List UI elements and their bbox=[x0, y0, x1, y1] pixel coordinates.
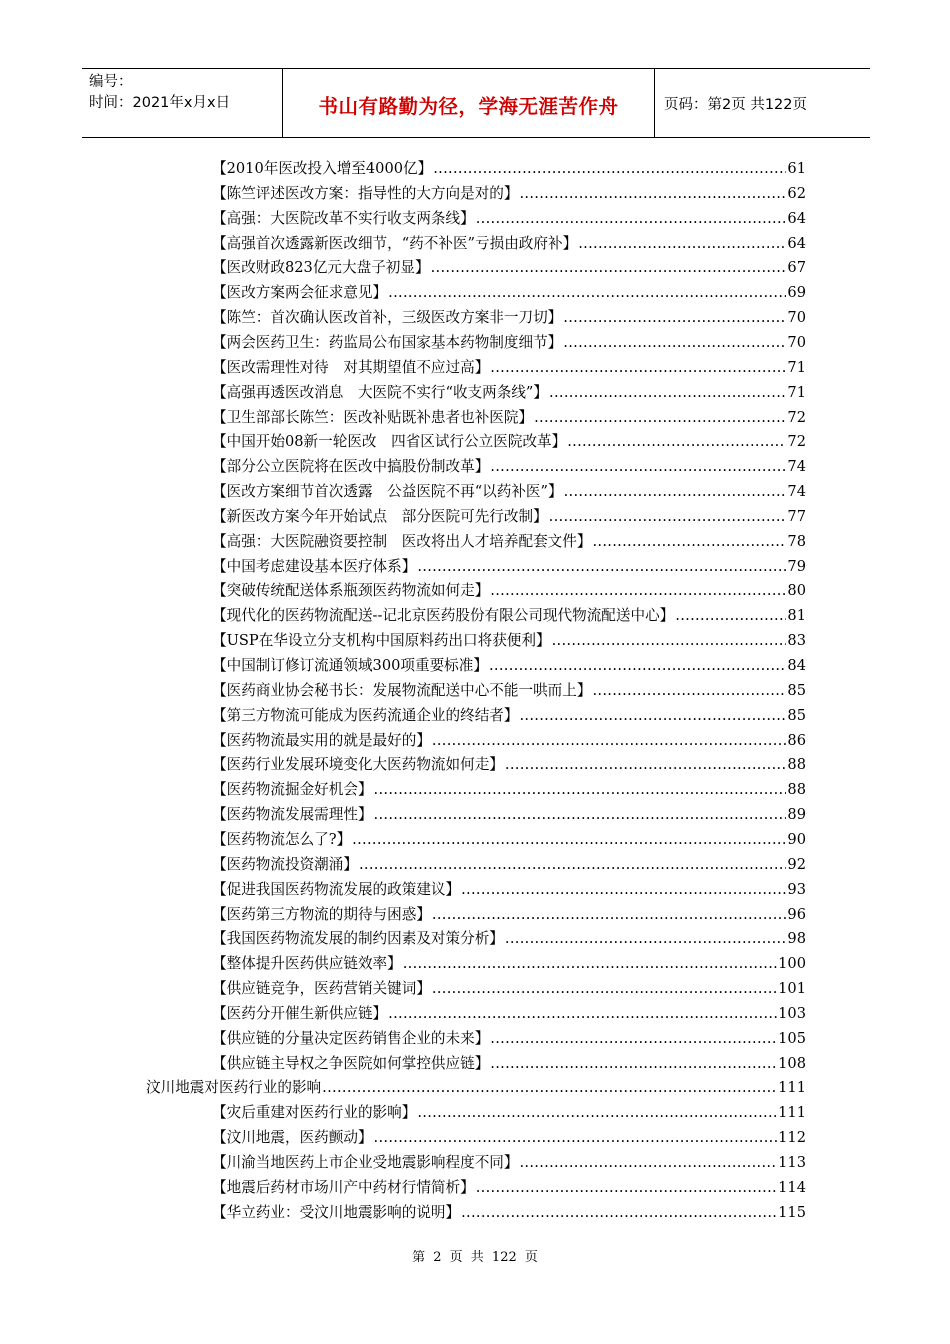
toc-leader-dots bbox=[374, 1129, 778, 1146]
toc-leader-dots bbox=[490, 1030, 777, 1047]
toc-entry-title: 【我国医药物流发展的制约因素及对策分析】 bbox=[212, 930, 504, 948]
toc-leader-dots bbox=[388, 1005, 777, 1022]
toc-entry[interactable] bbox=[212, 555, 806, 580]
toc-entry-page: 86 bbox=[787, 731, 806, 749]
toc-entry[interactable] bbox=[212, 629, 806, 654]
toc-entry-title: 【现代化的医药物流配送--记北京医药股份有限公司现代物流配送中心】 bbox=[212, 607, 675, 625]
toc-entry-title: 【2010年医改投入增至4000亿】 bbox=[212, 160, 433, 177]
toc-leader-dots bbox=[374, 781, 787, 798]
toc-leader-dots bbox=[476, 210, 787, 227]
toc-entry[interactable] bbox=[212, 455, 806, 480]
date-label: 时间：2021年x月x日 bbox=[89, 95, 231, 111]
toc-entry[interactable] bbox=[212, 1101, 806, 1126]
header-motto-cell bbox=[282, 69, 655, 137]
toc-leader-dots bbox=[352, 831, 786, 848]
toc-entry-title: 【整体提升医药供应链效率】 bbox=[212, 955, 402, 973]
toc-entry-title: 【USP在华设立分支机构中国原料药出口将获便利】 bbox=[212, 632, 551, 650]
toc-entry-page: 100 bbox=[778, 955, 806, 973]
toc-entry[interactable] bbox=[212, 853, 806, 878]
toc-leader-dots bbox=[567, 433, 786, 450]
toc-entry-title: 【两会医药卫生：药监局公布国家基本药物制度细节】 bbox=[212, 333, 563, 351]
toc-leader-dots bbox=[374, 806, 787, 823]
toc-leader-dots bbox=[549, 384, 786, 401]
page-footer: 第 2 页 共 122 页 bbox=[412, 1250, 538, 1265]
toc-leader-dots bbox=[489, 657, 786, 674]
toc-entry-page: 80 bbox=[787, 582, 806, 600]
toc-entry-page: 98 bbox=[787, 930, 806, 948]
toc-entry-page: 111 bbox=[778, 1104, 806, 1122]
toc-entry[interactable] bbox=[212, 753, 806, 778]
toc-entry[interactable] bbox=[212, 530, 806, 555]
toc-entry-title: 【部分公立医院将在医改中搞股份制改革】 bbox=[212, 458, 490, 476]
toc-leader-dots bbox=[592, 682, 786, 699]
toc-leader-dots bbox=[461, 1204, 777, 1221]
toc-entry-title: 【陈竺评述医改方案：指导性的大方向是对的】 bbox=[212, 184, 519, 202]
toc-entry[interactable] bbox=[212, 878, 806, 903]
toc-entry-page: 72 bbox=[787, 433, 806, 451]
toc-entry[interactable] bbox=[212, 281, 806, 306]
toc-entry-title: 【中国制订修订流通领域300项重要标准】 bbox=[212, 657, 488, 674]
toc-entry[interactable] bbox=[212, 207, 806, 232]
toc-entry[interactable] bbox=[212, 1176, 806, 1201]
toc-entry-title: 【医药物流发展需理性】 bbox=[212, 806, 373, 824]
toc-entry[interactable] bbox=[212, 679, 806, 704]
toc-entry[interactable] bbox=[212, 406, 806, 431]
toc-entry-title: 汶川地震对医药行业的影响 bbox=[146, 1079, 322, 1097]
toc-entry-page: 67 bbox=[787, 259, 806, 277]
toc-entry[interactable] bbox=[212, 778, 806, 803]
toc-leader-dots bbox=[476, 1179, 777, 1196]
toc-entry-title: 【医改方案细节首次透露 公益医院不再“以药补医”】 bbox=[212, 483, 563, 501]
toc-entry[interactable] bbox=[212, 604, 806, 629]
page-info: 页码：第2页 共122页 bbox=[664, 96, 808, 113]
toc-entry-page: 96 bbox=[787, 905, 806, 923]
toc-leader-dots bbox=[432, 906, 787, 923]
toc-entry[interactable] bbox=[212, 232, 806, 257]
toc-leader-dots bbox=[432, 980, 777, 997]
toc-entry-title: 【医药物流掘金好机会】 bbox=[212, 781, 373, 799]
toc-entry-page: 85 bbox=[787, 706, 806, 724]
toc-leader-dots bbox=[388, 284, 786, 301]
toc-entry-title: 【医改方案两会征求意见】 bbox=[212, 284, 388, 302]
toc-entry[interactable] bbox=[212, 381, 806, 406]
toc-entry-page: 64 bbox=[787, 234, 806, 252]
toc-leader-dots bbox=[505, 930, 787, 947]
page-header bbox=[82, 68, 870, 138]
toc-entry-page: 74 bbox=[787, 483, 806, 501]
toc-entry-title: 【新医改方案今年开始试点 部分医院可先行改制】 bbox=[212, 507, 548, 525]
toc-entry-page: 111 bbox=[778, 1079, 806, 1097]
toc-leader-dots bbox=[534, 409, 786, 426]
toc-entry-title: 【中国开始08新一轮医改 四省区试行公立医院改革】 bbox=[212, 433, 567, 451]
toc-entry-page: 69 bbox=[787, 284, 806, 302]
toc-entry[interactable] bbox=[212, 331, 806, 356]
toc-entry-page: 90 bbox=[787, 830, 806, 848]
toc-entry[interactable] bbox=[212, 157, 806, 182]
toc-leader-dots bbox=[490, 359, 786, 376]
toc-entry-page: 103 bbox=[778, 1004, 806, 1022]
toc-entry-page: 78 bbox=[787, 532, 806, 550]
toc-entry[interactable] bbox=[212, 1201, 806, 1226]
toc-entry[interactable] bbox=[212, 704, 806, 729]
toc-entry[interactable] bbox=[212, 977, 806, 1002]
toc-entry[interactable] bbox=[212, 430, 806, 455]
toc-entry-title: 【医药物流投资潮涌】 bbox=[212, 855, 358, 873]
toc-entry-page: 113 bbox=[778, 1154, 806, 1171]
toc-entry[interactable] bbox=[212, 927, 806, 952]
toc-entry[interactable] bbox=[146, 1076, 806, 1101]
toc-entry-title: 【医药第三方物流的期待与困惑】 bbox=[212, 905, 431, 923]
toc-entry-page: 79 bbox=[787, 557, 806, 575]
toc-entry-title: 【第三方物流可能成为医药流通企业的终结者】 bbox=[212, 706, 519, 724]
toc-entry[interactable] bbox=[212, 1126, 806, 1151]
toc-leader-dots bbox=[564, 483, 787, 500]
toc-entry[interactable] bbox=[212, 1027, 806, 1052]
toc-entry-page: 92 bbox=[787, 855, 806, 873]
toc-leader-dots bbox=[490, 1055, 777, 1072]
toc-entry-title: 【陈竺：首次确认医改首补，三级医改方案非一刀切】 bbox=[212, 309, 563, 327]
toc-entry-page: 72 bbox=[787, 408, 806, 426]
toc-entry-page: 114 bbox=[778, 1178, 806, 1196]
toc-entry-title: 【供应链的分量决定医药销售企业的未来】 bbox=[212, 1029, 490, 1047]
toc-entry[interactable] bbox=[212, 1052, 806, 1077]
toc-entry-title: 【汶川地震，医药颤动】 bbox=[212, 1129, 373, 1147]
toc-entry-page: 105 bbox=[778, 1029, 806, 1047]
toc-entry-page: 81 bbox=[787, 607, 806, 625]
toc-entry-page: 61 bbox=[787, 160, 806, 177]
toc-entry-page: 112 bbox=[778, 1129, 806, 1147]
motto: 书山有路勤为径，学海无涯苦作舟 bbox=[318, 95, 619, 118]
toc-entry-page: 89 bbox=[787, 806, 806, 824]
toc-entry[interactable] bbox=[212, 903, 806, 928]
toc-leader-dots bbox=[552, 632, 787, 649]
toc-entry-page: 115 bbox=[778, 1203, 806, 1221]
toc-leader-dots bbox=[461, 881, 786, 898]
toc-entry-title: 【川渝当地医药上市企业受地震影响程度不同】 bbox=[212, 1154, 519, 1171]
toc-leader-dots bbox=[505, 756, 787, 773]
toc-entry-page: 70 bbox=[787, 333, 806, 351]
toc-entry[interactable] bbox=[212, 654, 806, 679]
header-meta bbox=[82, 69, 282, 137]
toc-entry-page: 101 bbox=[778, 980, 806, 998]
toc-entry-title: 【医药物流怎么了?】 bbox=[212, 830, 352, 848]
toc-entry-page: 71 bbox=[787, 358, 806, 376]
toc-entry-page: 85 bbox=[787, 681, 806, 699]
toc-leader-dots bbox=[549, 508, 787, 525]
toc-entry-title: 【促进我国医药物流发展的政策建议】 bbox=[212, 880, 461, 898]
toc-leader-dots bbox=[519, 185, 786, 202]
toc-entry[interactable] bbox=[212, 182, 806, 207]
toc-leader-dots bbox=[519, 1154, 777, 1171]
toc-leader-dots bbox=[322, 1079, 777, 1096]
toc-entry-title: 【卫生部部长陈竺：医改补贴既补患者也补医院】 bbox=[212, 408, 534, 426]
toc-entry-title: 【供应链竞争，医药营销关键词】 bbox=[212, 980, 431, 998]
toc-entry-title: 【高强：大医院改革不实行收支两条线】 bbox=[212, 209, 475, 227]
toc-leader-dots bbox=[675, 607, 786, 624]
toc-entry-page: 83 bbox=[787, 632, 806, 650]
toc-entry-page: 84 bbox=[787, 657, 806, 674]
toc-entry-title: 【突破传统配送体系瓶颈医药物流如何走】 bbox=[212, 582, 490, 600]
toc-entry[interactable] bbox=[212, 480, 806, 505]
toc-leader-dots bbox=[417, 558, 786, 575]
toc-entry-page: 71 bbox=[787, 383, 806, 401]
toc-entry-page: 70 bbox=[787, 309, 806, 327]
toc-entry[interactable] bbox=[212, 356, 806, 381]
toc-entry-title: 【医药行业发展环境变化大医药物流如何走】 bbox=[212, 756, 504, 774]
toc-entry-title: 【医改需理性对待 对其期望值不应过高】 bbox=[212, 358, 490, 376]
toc-entry[interactable] bbox=[212, 306, 806, 331]
toc-leader-dots bbox=[431, 259, 787, 276]
toc-entry[interactable] bbox=[212, 952, 806, 977]
toc-leader-dots bbox=[563, 309, 786, 326]
toc-entry-title: 【华立药业：受汶川地震影响的说明】 bbox=[212, 1203, 461, 1221]
toc-entry-page: 64 bbox=[787, 209, 806, 227]
toc-entry-title: 【医药物流最实用的就是最好的】 bbox=[212, 731, 431, 749]
toc-entry-page: 88 bbox=[787, 756, 806, 774]
toc-entry[interactable] bbox=[212, 1002, 806, 1027]
toc-leader-dots bbox=[592, 533, 786, 550]
toc-entry-page: 74 bbox=[787, 458, 806, 476]
toc-leader-dots bbox=[578, 235, 786, 252]
toc-entry-title: 【供应链主导权之争医院如何掌控供应链】 bbox=[212, 1054, 490, 1072]
toc-entry-page: 62 bbox=[787, 184, 806, 202]
toc-entry-page: 108 bbox=[778, 1054, 806, 1072]
toc-entry[interactable] bbox=[212, 803, 806, 828]
header-page-info bbox=[655, 69, 870, 137]
toc-entry[interactable] bbox=[212, 256, 806, 281]
toc-entry-page: 93 bbox=[787, 880, 806, 898]
toc-leader-dots bbox=[359, 856, 786, 873]
toc-leader-dots bbox=[490, 458, 786, 475]
toc-entry[interactable] bbox=[212, 729, 806, 754]
toc-leader-dots bbox=[563, 334, 786, 351]
toc-entry-title: 【医药商业协会秘书长：发展物流配送中心不能一哄而上】 bbox=[212, 681, 592, 699]
toc-leader-dots bbox=[490, 582, 786, 599]
toc-entry[interactable] bbox=[212, 579, 806, 604]
toc-entry-page: 77 bbox=[787, 507, 806, 525]
toc-entry-title: 【中国考虑建设基本医疗体系】 bbox=[212, 557, 417, 575]
toc-entry-title: 【高强首次透露新医改细节，“药不补医”亏损由政府补】 bbox=[212, 234, 578, 252]
toc-leader-dots bbox=[432, 732, 787, 749]
toc-entry[interactable] bbox=[212, 828, 806, 853]
toc-entry[interactable] bbox=[212, 1151, 806, 1176]
toc-entry-title: 【高强再透医改消息 大医院不实行“收支两条线”】 bbox=[212, 383, 548, 401]
toc-leader-dots bbox=[417, 1104, 777, 1121]
toc-leader-dots bbox=[433, 160, 786, 177]
number-label: 编号： bbox=[89, 74, 133, 90]
toc-leader-dots bbox=[403, 955, 777, 972]
toc-entry-title: 【高强：大医院融资要控制 医改将出人才培养配套文件】 bbox=[212, 532, 592, 550]
toc-entry[interactable] bbox=[212, 505, 806, 530]
toc-entry-page: 88 bbox=[787, 781, 806, 799]
toc-entry-title: 【医药分开催生新供应链】 bbox=[212, 1004, 388, 1022]
toc-entry-title: 【医改财政823亿元大盘子初显】 bbox=[212, 259, 430, 277]
toc-leader-dots bbox=[519, 707, 786, 724]
toc-entry-title: 【灾后重建对医药行业的影响】 bbox=[212, 1104, 417, 1122]
toc-entry-title: 【地震后药材市场川产中药材行情简析】 bbox=[212, 1178, 475, 1196]
